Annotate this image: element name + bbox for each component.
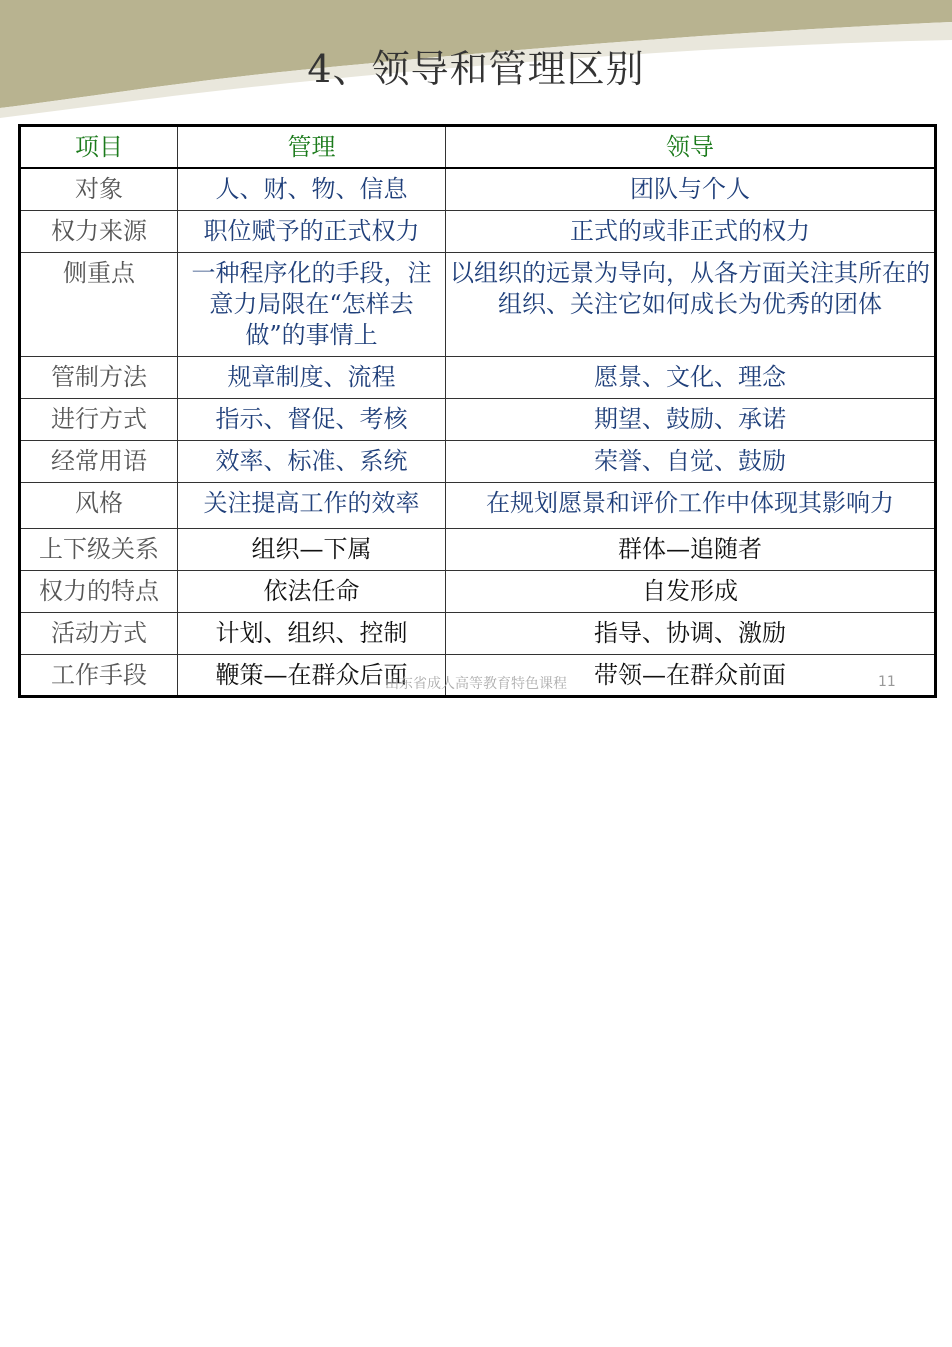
management-cell: 组织—下属 <box>178 528 446 570</box>
leadership-cell: 正式的或非正式的权力 <box>446 210 936 252</box>
table-header-row <box>20 126 936 169</box>
table-row <box>20 612 936 654</box>
leadership-cell: 群体—追随者 <box>446 528 936 570</box>
table-row <box>20 356 936 398</box>
row-label: 侧重点 <box>20 252 178 356</box>
row-label: 对象 <box>20 168 178 210</box>
footer-course-name: 山东省成人高等教育特色课程 <box>385 676 567 692</box>
management-cell: 依法任命 <box>178 570 446 612</box>
management-cell: 职位赋予的正式权力 <box>178 210 446 252</box>
row-label: 风格 <box>20 482 178 528</box>
leadership-cell: 期望、鼓励、承诺 <box>446 398 936 440</box>
management-cell: 规章制度、流程 <box>178 356 446 398</box>
leadership-cell: 团队与个人 <box>446 168 936 210</box>
leadership-cell: 荣誉、自觉、鼓励 <box>446 440 936 482</box>
table-row <box>20 398 936 440</box>
management-cell: 鞭策—在群众后面 <box>178 654 446 696</box>
management-cell: 指示、督促、考核 <box>178 398 446 440</box>
leadership-cell: 带领—在群众前面 <box>446 654 936 696</box>
leadership-cell: 在规划愿景和评价工作中体现其影响力 <box>446 482 936 528</box>
header-leadership: 领导 <box>446 126 936 169</box>
management-cell: 一种程序化的手段，注意力局限在“怎样去做”的事情上 <box>178 252 446 356</box>
leadership-cell: 愿景、文化、理念 <box>446 356 936 398</box>
row-label: 工作手段 <box>20 654 178 696</box>
row-label: 经常用语 <box>20 440 178 482</box>
comparison-table <box>18 124 937 698</box>
table-row <box>20 252 936 356</box>
table-row <box>20 440 936 482</box>
leadership-cell: 以组织的远景为导向，从各方面关注其所在的组织、关注它如何成长为优秀的团体 <box>446 252 936 356</box>
page-title: 4、领导和管理区别 <box>307 47 645 91</box>
table-row <box>20 570 936 612</box>
leadership-cell: 自发形成 <box>446 570 936 612</box>
management-cell: 效率、标准、系统 <box>178 440 446 482</box>
table-row <box>20 168 936 210</box>
row-label: 管制方法 <box>20 356 178 398</box>
management-cell: 人、财、物、信息 <box>178 168 446 210</box>
table-row <box>20 210 936 252</box>
table-row <box>20 528 936 570</box>
row-label: 权力来源 <box>20 210 178 252</box>
management-cell: 计划、组织、控制 <box>178 612 446 654</box>
table-row <box>20 482 936 528</box>
page-number: 11 <box>878 674 896 690</box>
leadership-cell: 指导、协调、激励 <box>446 612 936 654</box>
row-label: 权力的特点 <box>20 570 178 612</box>
header-item: 项目 <box>20 126 178 169</box>
row-label: 上下级关系 <box>20 528 178 570</box>
row-label: 进行方式 <box>20 398 178 440</box>
row-label: 活动方式 <box>20 612 178 654</box>
header-management: 管理 <box>178 126 446 169</box>
management-cell: 关注提高工作的效率 <box>178 482 446 528</box>
